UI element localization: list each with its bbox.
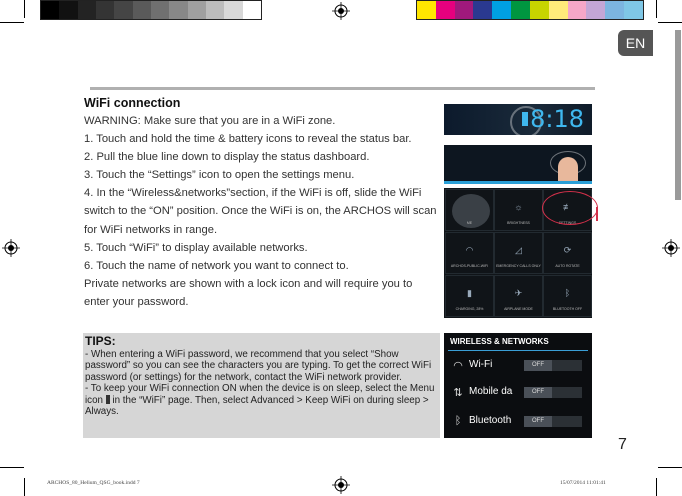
crop-mark	[658, 22, 682, 23]
instruction-line: 1. Touch and hold the time & battery icons to reveal the status bar.	[84, 133, 412, 146]
setting-name: Bluetooth	[469, 415, 512, 426]
tips-text	[85, 349, 437, 417]
toggle-state: OFF	[524, 387, 552, 398]
quick-setting-tile[interactable]	[494, 275, 543, 317]
color-swatch	[605, 1, 624, 19]
quick-setting-label: ME	[466, 221, 473, 225]
crop-mark	[24, 478, 25, 496]
instruction-line: WARNING: Make sure that you are in a WiFi zone.	[84, 115, 336, 127]
tips-title: TIPS:	[85, 334, 116, 348]
battery-icon	[522, 112, 528, 126]
quick-setting-tile[interactable]	[445, 232, 494, 274]
page-number: 7	[618, 436, 627, 453]
finger-icon	[558, 157, 578, 184]
header-underline	[448, 350, 588, 351]
instruction-line: 2. Pull the blue line down to display the status dashboard.	[84, 151, 370, 164]
gray-swatch	[188, 1, 206, 19]
footer-file-info: ARCHOS_80_Helium_QSG_book.indd 7	[47, 480, 140, 486]
quick-setting-label: BLUETOOTH OFF	[552, 307, 583, 311]
tip-item	[85, 383, 437, 417]
crop-mark	[656, 478, 657, 496]
color-swatch	[417, 1, 436, 19]
wifi-toggle[interactable]	[524, 360, 582, 371]
gray-swatch	[114, 1, 132, 19]
gray-swatch	[41, 1, 59, 19]
pull-down-screenshot	[444, 145, 592, 184]
status-bar-screenshot	[444, 104, 592, 135]
tip-text-part: - To keep your WiFi connection ON when the device is on sleep, select the Menu icon	[85, 383, 435, 406]
quick-setting-tile[interactable]	[445, 275, 494, 317]
rotate-icon: ⟳	[563, 245, 572, 255]
toggle-state: OFF	[524, 416, 552, 427]
gray-swatch	[133, 1, 151, 19]
quick-setting-label: AUTO ROTATE	[555, 264, 580, 268]
quick-setting-label: CHARGING, 28%	[455, 307, 484, 311]
gray-swatch	[224, 1, 242, 19]
registration-mark-icon	[332, 2, 350, 20]
gray-swatch	[59, 1, 77, 19]
wireless-networks-screenshot	[444, 333, 592, 438]
color-swatch	[473, 1, 492, 19]
brightness-icon: ☼	[514, 202, 523, 212]
toggle-state: OFF	[524, 360, 552, 371]
crop-mark	[656, 0, 657, 18]
quick-setting-tile[interactable]	[445, 189, 494, 231]
bluetooth-toggle[interactable]	[524, 416, 582, 427]
quick-setting-tile[interactable]	[494, 189, 543, 231]
tip-item: - When entering a WiFi password, we recommend that you select “Show password” so you can see the characters you are typing. To get the correct WiFi password (or settings) for the network, contact the WiFi network provider.	[85, 349, 432, 383]
crop-mark	[24, 0, 25, 18]
crop-mark	[0, 22, 24, 23]
setting-row-mobile-data[interactable]	[452, 385, 587, 401]
instruction-line: 5. Touch “WiFi” to display available networks.	[84, 241, 308, 254]
grayscale-color-bar	[40, 0, 262, 20]
registration-mark-icon	[332, 476, 350, 494]
section-divider	[90, 87, 595, 90]
gray-swatch	[78, 1, 96, 19]
settings-sliders-icon: ≢	[563, 202, 572, 212]
crop-mark	[658, 467, 682, 468]
color-swatch	[511, 1, 530, 19]
signal-icon: ◿	[515, 245, 522, 255]
battery-icon: ▮	[467, 288, 472, 298]
setting-row-wifi[interactable]	[452, 358, 587, 374]
settings-highlight-circle	[542, 191, 598, 225]
quick-setting-tile[interactable]	[543, 232, 592, 274]
color-swatch	[436, 1, 455, 19]
quick-setting-tile[interactable]	[494, 232, 543, 274]
side-stripe	[675, 30, 681, 200]
instruction-line: Private networks are shown with a lock icon and will require you to enter your password.	[84, 277, 413, 308]
gray-swatch	[151, 1, 169, 19]
airplane-icon: ✈	[514, 288, 523, 298]
quick-setting-label: AIRPLANE MODE	[504, 307, 533, 311]
registration-mark-icon	[662, 239, 680, 257]
quick-setting-label: ARCHOS-PUBLIC-WIFI	[450, 264, 489, 268]
instructions-text	[84, 112, 440, 311]
gray-swatch	[206, 1, 224, 19]
gray-swatch	[96, 1, 114, 19]
setting-name: Mobile da	[469, 386, 513, 397]
language-tab: EN	[618, 30, 653, 56]
mobile-data-toggle[interactable]	[524, 387, 582, 398]
settings-highlight-pointer	[596, 207, 598, 221]
color-swatch	[530, 1, 549, 19]
quick-setting-label: EMERGENCY CALLS ONLY	[496, 264, 541, 268]
gray-swatch	[243, 1, 261, 19]
quick-setting-tile[interactable]	[543, 275, 592, 317]
section-heading: WiFi connection	[84, 96, 181, 110]
clock-time: 8:18	[530, 105, 584, 133]
gray-swatch	[169, 1, 187, 19]
color-swatch	[586, 1, 605, 19]
color-swatch	[624, 1, 643, 19]
bluetooth-icon: ᛒ	[454, 415, 462, 427]
crop-mark	[0, 467, 24, 468]
instruction-line: 6. Touch the name of network you want to connect to.	[84, 259, 349, 272]
quick-setting-label: BRIGHTNESS	[507, 221, 530, 225]
wireless-header: WIRELESS & NETWORKS	[450, 337, 549, 346]
footer-timestamp: 15/07/2014 11:01:41	[560, 480, 606, 486]
tip-text-part: in the “WiFi” page. Then, select Advanced > Keep WiFi on during sleep > Always.	[85, 394, 429, 418]
color-swatch	[455, 1, 474, 19]
registration-mark-icon	[2, 239, 20, 257]
instruction-line: 4. In the “Wireless&networks”section, if the WiFi is off, slide the WiFi switch to the “ON” position. Once the WiFi is on, the ARCHOS will scan for WiFi networks in range.	[84, 187, 437, 236]
color-swatch	[492, 1, 511, 19]
color-swatch	[549, 1, 568, 19]
bluetooth-icon: ᛒ	[564, 288, 571, 298]
data-usage-icon: ⇅	[453, 387, 463, 399]
setting-row-bluetooth[interactable]	[452, 414, 587, 430]
process-color-bar	[416, 0, 644, 20]
instruction-line: 3. Touch the “Settings” icon to open the settings menu.	[84, 169, 355, 182]
wifi-icon: ◠	[453, 360, 463, 372]
setting-name: Wi-Fi	[469, 359, 493, 370]
color-swatch	[568, 1, 587, 19]
quick-setting-label: SETTINGS	[558, 221, 577, 225]
wifi-icon: ◠	[465, 245, 474, 255]
